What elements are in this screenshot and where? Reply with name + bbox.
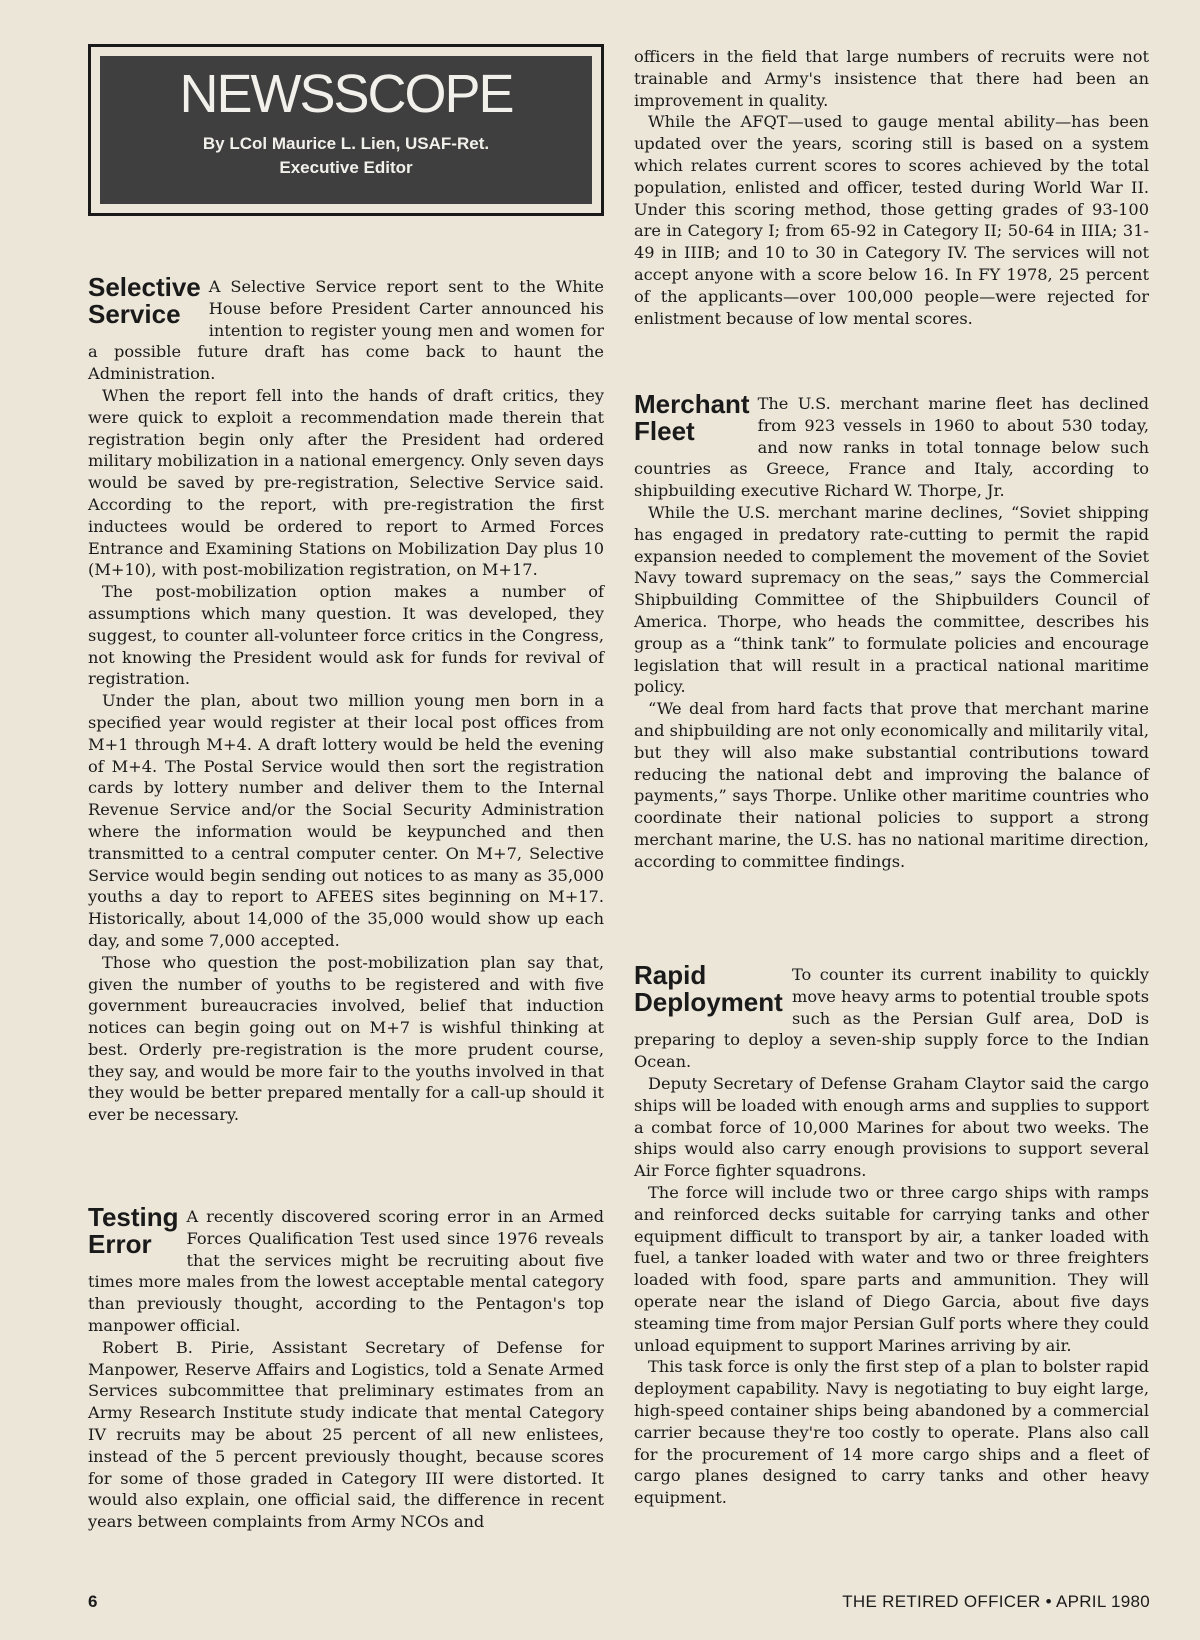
headline-line-2: Error [88,1229,152,1259]
headline-line-2: Service [88,299,181,329]
article-paragraph: Under the plan, about two million young men born in a specified year would register at their local post offices from M+1 through M+4. A draft lottery would be held the evening of M+4. The Postal Service would then sort the registration cards by lottery number and deliver them to the Internal Revenue Service and/or the Social Security Administration where the information would be keypunched and then transmitted to a central computer center. On M+7, Selective Service would begin sending out notices to as many as 35,000 youths a day to report to AFEES sites beginning on M+17. Historically, about 14,000 of the 35,000 would show up each day, and some 7,000 accepted. [88,691,604,950]
article-paragraph: Those who question the post-mobilization plan say that, given the number of youths to be registered and with five government bureaucracies involved, belief that induction notices can begin going out on M+7 is wishful thinking at best. Orderly pre-registration is the more prudent course, they say, and would be more fair to the youths involved in that they would be better prepared mentally for a call-up should it ever be necessary. [88,952,604,1125]
article-testing-error-continued [634,46,1149,329]
article-merchant-fleet [634,389,1149,873]
article-paragraph: The post-mobilization option makes a number of assumptions which many question. It was developed, they suggest, to counter all-volunteer force critics in the Congress, not knowing the President would ask for funds for revival of registration. [88,582,604,689]
article-paragraph: A Selective Service report sent to the White House before President Carter announced his intention to register young men and women for a possible future draft has come back to haunt the Administration. [88,277,604,384]
page-number: 6 [88,1592,98,1611]
masthead [88,44,604,216]
byline-title: Executive Editor [279,158,413,177]
headline-line-1: Testing [88,1202,179,1232]
article-selective-service [88,272,604,1126]
article-paragraph: To counter its current inability to quickly move heavy arms to potential trouble spots such as the Persian Gulf area, DoD is preparing to deploy a seven-ship supply force to the Indian Ocean. [634,965,1149,1072]
headline-line-1: Selective [88,272,201,302]
article-paragraph: While the AFQT—used to gauge mental ability—has been updated over the years, scoring still is based on a system which relates current scores to scores achieved by the total population, enlisted and officer, tested during World War II. Under this scoring method, those getting grades of 93-100 are in Category I; from 65-92 in Category II; 50-64 in IIIA; 31-49 in IIIB; and 10 to 30 in Category IV. The services will not accept anyone with a score below 16. In FY 1978, 25 percent of the applicants—over 100,000 people—were rejected for enlistment because of low mental scores. [634,112,1149,328]
article-paragraph: A recently discovered scoring error in an Armed Forces Qualification Test used since 1976 reveals that the services might be recruiting about five times more males from the lowest acceptable mental category than previously thought, according to the Pentagon's top manpower official. [88,1207,604,1335]
article-paragraph: Deputy Secretary of Defense Graham Claytor said the cargo ships will be loaded with enough arms and supplies to support a combat force of 10,000 Marines for about two weeks. The ships would also carry enough provisions to support several Air Force fighter squadrons. [634,1073,1149,1181]
article-headline [634,962,784,1016]
article-paragraph: The U.S. merchant marine fleet has declined from 923 vessels in 1960 to about 530 today, and now ranks in total tonnage below such countries as Greece, France and Italy, according to shipbuilding executive Richard W. Thorpe, Jr. [634,394,1149,501]
article-paragraph: This task force is only the first step of a plan to bolster rapid deployment capability. Navy is negotiating to buy eight large, high-speed container ships being abandoned by a commercial carrier because they're too costly to operate. Plans also call for the procurement of 14 more cargo ships and a fleet of cargo planes designed to carry tanks and other heavy equipment. [634,1357,1149,1508]
masthead-title: NEWSSCOPE [179,64,513,124]
byline-author: By LCol Maurice L. Lien, USAF-Ret. [202,134,490,153]
article-paragraph: When the report fell into the hands of draft critics, they were quick to exploit a recommendation made therein that registration begin only after the President had ordered military mobilization in a national emergency. Only seven days would be saved by pre-registration, Selective Service said. According to the report, with pre-registration the first inductees would be ordered to report to Armed Forces Entrance and Examining Stations on Mobilization Day plus 10 (M+10), with post-mobilization registration, on M+17. [88,385,604,580]
headline-line-2: Deployment [634,987,783,1017]
headline-line-2: Fleet [634,416,695,446]
article-headline [88,274,201,328]
article-paragraph: “We deal from hard facts that prove that merchant marine and shipbuilding are not only economically and militarily vital, but they will also make substantial contributions toward reducing the national debt and improving the balance of payments,” says Thorpe. Unlike other maritime countries who coordinate their national policies to support a strong merchant marine, the U.S. has no national maritime direction, according to committee findings. [634,699,1149,871]
page-footer [88,1592,1150,1618]
publication-info: THE RETIRED OFFICER • APRIL 1980 [842,1592,1150,1611]
article-rapid-deployment [634,960,1149,1509]
article-paragraph: Robert B. Pirie, Assistant Secretary of Defense for Manpower, Reserve Affairs and Logistics, told a Senate Armed Services subcommittee that preliminary estimates from an Army Research Institute study indicate that mental Category IV recruits may be about 25 percent of all new enlistees, instead of the 5 percent previously thought, because scores for some of those graded in Category III were distorted. It would also explain, one official said, the difference in recent years between complaints from Army NCOs and [88,1337,604,1532]
masthead-panel [100,56,592,204]
article-paragraph: officers in the field that large numbers of recruits were not trainable and Army's insistence that there had been an improvement in quality. [634,47,1149,110]
headline-line-1: Merchant [634,389,750,419]
article-paragraph: While the U.S. merchant marine declines, “Soviet shipping has engaged in predatory rate-cutting to permit the rapid expansion needed to complement the movement of the Soviet Navy toward supremacy on the seas,” says the Commercial Shipbuilding Committee of the Shipbuilders Council of America. Thorpe, who heads the committee, describes his group as a “think tank” to formulate policies and encourage legislation that will result in a practical national maritime policy. [634,502,1149,697]
article-paragraph: The force will include two or three cargo ships with ramps and reinforced decks suitable for carrying tanks and other equipment difficult to transport by air, a tanker loaded with fuel, a tanker loaded with water and two or three freighters loaded with food, spare parts and ammunition. They will operate near the island of Diego Garcia, about five days steaming time from major Persian Gulf ports where they could unload equipment to support Marines arriving by air. [634,1182,1149,1355]
article-headline [634,391,750,445]
article-testing-error [88,1202,604,1533]
article-headline [88,1204,179,1258]
headline-line-1: Rapid [634,960,707,990]
